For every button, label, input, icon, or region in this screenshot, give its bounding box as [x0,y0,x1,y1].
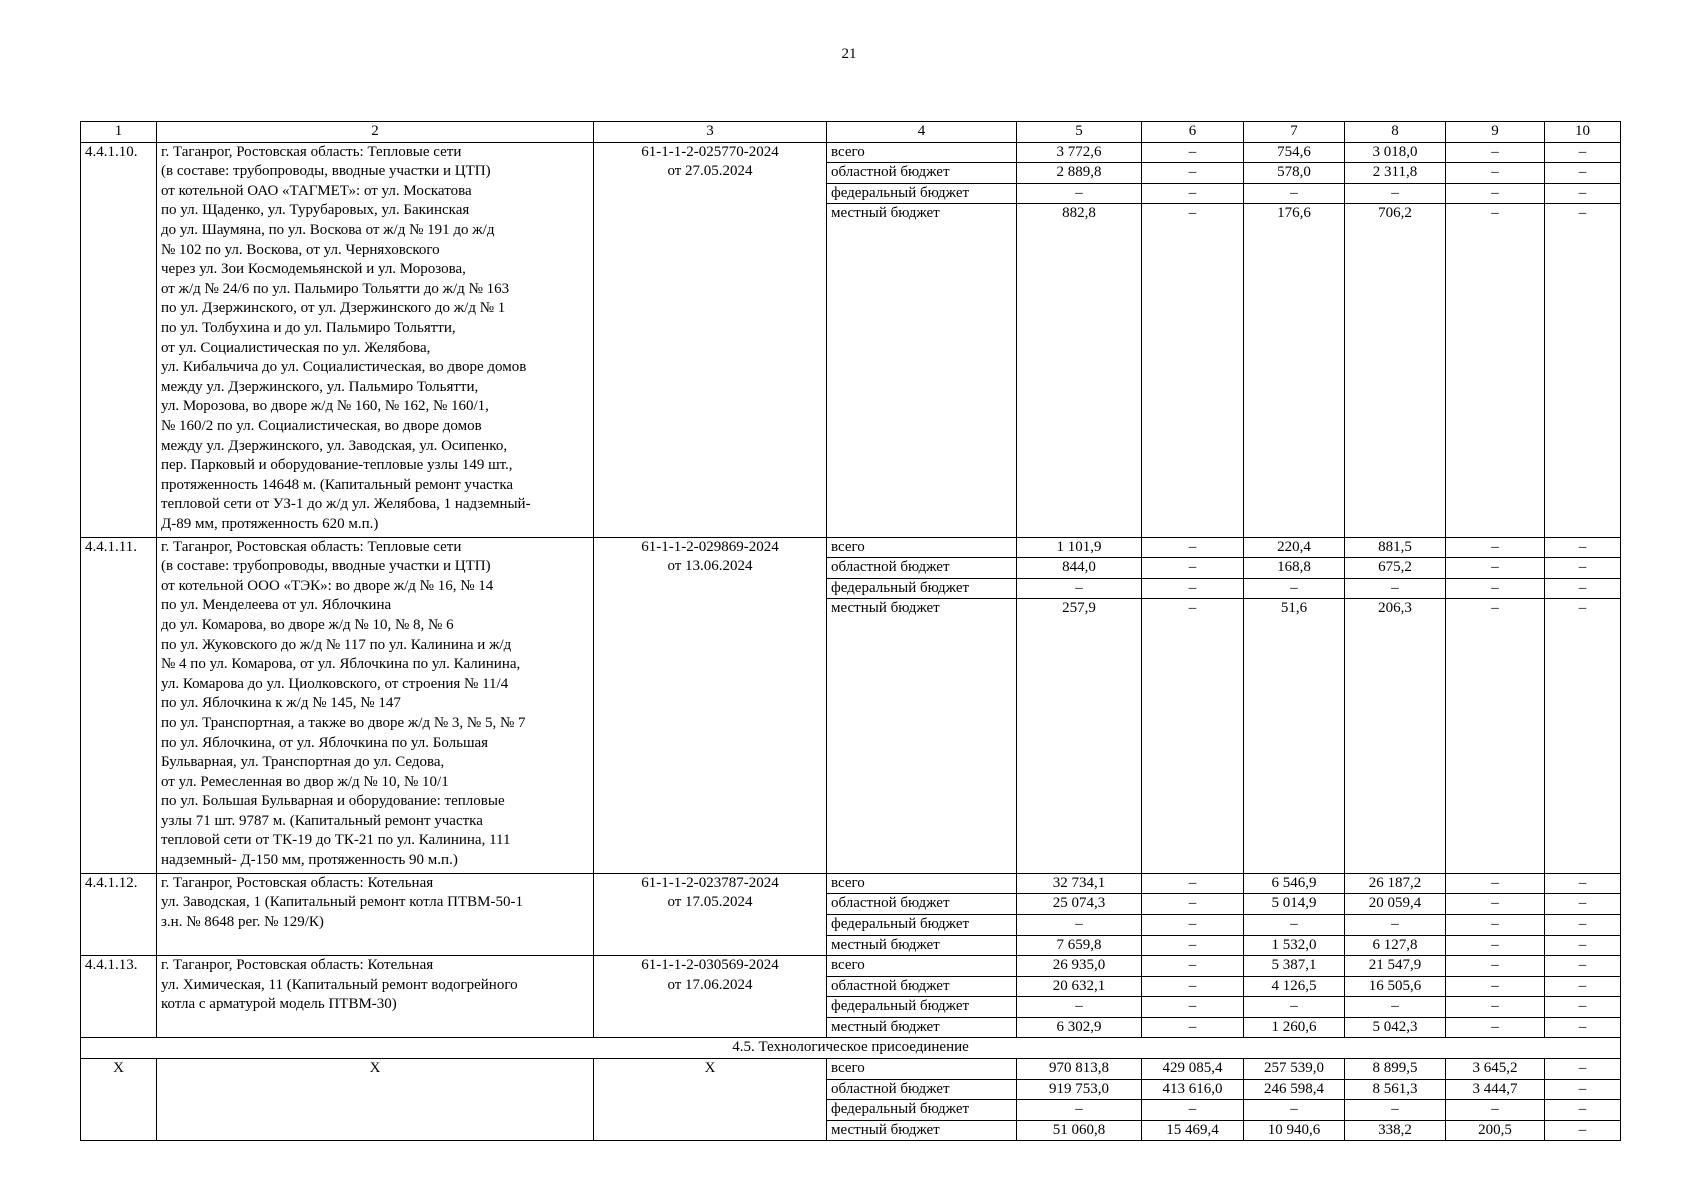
document-number: 61-1-1-2-025770-2024 [641,143,779,160]
funding-source: местный бюджет [827,204,1017,537]
value-cell: – [1017,914,1142,935]
value-cell: – [1142,914,1244,935]
entry-document [594,537,827,873]
value-cell: – [1545,204,1621,537]
description-line: г. Таганрог, Ростовская область: Котельная [161,957,434,974]
column-header: 10 [1545,122,1621,143]
description-line: г. Таганрог, Ростовская область: Тепловые сети [161,538,462,555]
funding-source: всего [827,956,1017,977]
value-cell: 51 060,8 [1017,1120,1142,1141]
value-cell: – [1142,578,1244,599]
value-cell: – [1446,1100,1545,1121]
value-cell: 882,8 [1017,204,1142,537]
value-cell: 429 085,4 [1142,1059,1244,1080]
value-cell: – [1545,956,1621,977]
value-cell: – [1345,578,1446,599]
value-cell: 754,6 [1244,142,1345,163]
funding-source: областной бюджет [827,558,1017,579]
value-cell: – [1446,935,1545,956]
value-cell: 257,9 [1017,599,1142,873]
value-cell: 10 940,6 [1244,1120,1345,1141]
funding-source: всего [827,537,1017,558]
value-cell: 578,0 [1244,163,1345,184]
value-cell: 6 546,9 [1244,873,1345,894]
description-line: до ул. Комарова, во дворе ж/д № 10, № 8, № 6 [161,616,454,633]
value-cell: – [1446,976,1545,997]
value-cell: 6 302,9 [1017,1017,1142,1038]
value-cell: 16 505,6 [1345,976,1446,997]
value-cell: – [1545,1017,1621,1038]
value-cell: – [1244,183,1345,204]
entry-description [157,873,594,955]
description-line: ул. Химическая, 11 (Капитальный ремонт водогрейного [161,976,518,993]
value-cell: 1 260,6 [1244,1017,1345,1038]
column-header: 9 [1446,122,1545,143]
description-line: пер. Парковый и оборудование-тепловые узлы 149 шт., [161,457,513,474]
description-line: от ул. Ремесленная во двор ж/д № 10, № 10/1 [161,773,449,790]
entry-description [157,142,594,537]
description-line: от ул. Социалистическая по ул. Желябова, [161,339,431,356]
value-cell: – [1446,894,1545,915]
value-cell: 3 645,2 [1446,1059,1545,1080]
value-cell: 51,6 [1244,599,1345,873]
value-cell: 338,2 [1345,1120,1446,1141]
description-line: Бульварная, ул. Транспортная до ул. Седова, [161,754,445,771]
value-cell: – [1545,558,1621,579]
value-cell: 3 018,0 [1345,142,1446,163]
value-cell: – [1142,935,1244,956]
value-cell: 20 632,1 [1017,976,1142,997]
value-cell: – [1545,997,1621,1018]
funding-source: областной бюджет [827,1079,1017,1100]
description-line: ул. Заводская, 1 (Капитальный ремонт котла ПТВМ-50-1 [161,894,523,911]
value-cell: – [1142,976,1244,997]
value-cell: 26 935,0 [1017,956,1142,977]
entry-code: 4.4.1.11. [81,537,157,873]
description-line: через ул. Зои Космодемьянской и ул. Морозова, [161,261,466,278]
value-cell: 3 772,6 [1017,142,1142,163]
description-line: Д-89 мм, протяженность 620 м.п.) [161,515,379,532]
value-cell: 257 539,0 [1244,1059,1345,1080]
value-cell: 1 101,9 [1017,537,1142,558]
description-line: ул. Морозова, во дворе ж/д № 160, № 162, № 160/1, [161,398,489,415]
description-line: между ул. Дзержинского, ул. Пальмиро Тольятти, [161,378,479,395]
document-date: от 17.06.2024 [667,976,753,993]
value-cell: 675,2 [1345,558,1446,579]
entry-description [157,537,594,873]
value-cell: 8 561,3 [1345,1079,1446,1100]
value-cell: – [1446,997,1545,1018]
column-header: 7 [1244,122,1345,143]
description-line: между ул. Дзержинского, ул. Заводская, ул. Осипенко, [161,437,508,454]
value-cell: – [1017,1100,1142,1121]
column-header: 5 [1017,122,1142,143]
value-cell: 5 387,1 [1244,956,1345,977]
budget-table [80,121,1621,1141]
description-line: № 102 по ул. Воскова, от ул. Черняховского [161,241,440,258]
value-cell: – [1244,914,1345,935]
value-cell: – [1244,1100,1345,1121]
value-cell: – [1545,914,1621,935]
value-cell: 25 074,3 [1017,894,1142,915]
description-line: по ул. Толбухина и до ул. Пальмиро Тольятти, [161,319,456,336]
description-line: от котельной ООО «ТЭК»: во дворе ж/д № 16, № 14 [161,577,494,594]
column-header: 1 [81,122,157,143]
value-cell: – [1545,1079,1621,1100]
value-cell: – [1345,1100,1446,1121]
value-cell: 168,8 [1244,558,1345,579]
value-cell: – [1545,163,1621,184]
value-cell: – [1446,578,1545,599]
column-header: 8 [1345,122,1446,143]
section-row [81,1038,1621,1059]
value-cell: – [1545,1120,1621,1141]
value-cell: 3 444,7 [1446,1079,1545,1100]
funding-source: областной бюджет [827,976,1017,997]
entry-code: 4.4.1.13. [81,956,157,1038]
entry-document [594,873,827,955]
value-cell: 706,2 [1345,204,1446,537]
description-line: ул. Комарова до ул. Циолковского, от строения № 11/4 [161,675,509,692]
value-cell: – [1545,935,1621,956]
value-cell: – [1345,997,1446,1018]
value-cell: – [1142,537,1244,558]
description-line: № 160/2 по ул. Социалистическая, во дворе домов [161,417,482,434]
value-cell: – [1446,537,1545,558]
value-cell: – [1142,956,1244,977]
value-cell: – [1545,142,1621,163]
description-line: узлы 71 шт. 9787 м. (Капитальный ремонт участка [161,812,483,829]
value-cell: – [1142,558,1244,579]
value-cell: – [1446,142,1545,163]
column-header: 6 [1142,122,1244,143]
document-number: 61-1-1-2-023787-2024 [641,874,779,891]
funding-source: местный бюджет [827,1017,1017,1038]
value-cell: – [1446,1017,1545,1038]
value-cell: – [1446,956,1545,977]
table-body [81,122,1621,1141]
value-cell: – [1142,873,1244,894]
value-cell: – [1545,873,1621,894]
value-cell: – [1446,873,1545,894]
description-line: г. Таганрог, Ростовская область: Котельная [161,874,434,891]
value-cell: – [1545,1059,1621,1080]
value-cell: – [1142,599,1244,873]
table-row [81,956,1621,977]
document-date: от 27.05.2024 [667,163,753,180]
value-cell: – [1545,976,1621,997]
section-code: X [81,1059,157,1141]
table-row [81,1059,1621,1080]
value-cell: 32 734,1 [1017,873,1142,894]
value-cell: – [1446,183,1545,204]
funding-source: всего [827,1059,1017,1080]
table-row [81,537,1621,558]
description-line: по ул. Дзержинского, от ул. Дзержинского до ж/д № 1 [161,300,506,317]
description-line: № 4 по ул. Комарова, от ул. Яблочкина по ул. Калинина, [161,656,521,673]
entry-code: 4.4.1.10. [81,142,157,537]
value-cell: 200,5 [1446,1120,1545,1141]
document-number: 61-1-1-2-030569-2024 [641,957,779,974]
description-line: по ул. Менделеева от ул. Яблочкина [161,597,392,614]
description-line: от ж/д № 24/6 по ул. Пальмиро Тольятти до ж/д № 163 [161,280,510,297]
column-header: 2 [157,122,594,143]
entry-description [157,956,594,1038]
description-line: протяженность 14648 м. (Капитальный ремонт участка [161,476,514,493]
value-cell: – [1545,183,1621,204]
description-line: тепловой сети от ТК-19 до ТК-21 по ул. Калинина, 111 [161,832,511,849]
description-line: по ул. Яблочкина к ж/д № 145, № 147 [161,695,401,712]
page-number: 21 [841,46,857,62]
value-cell: – [1446,914,1545,935]
value-cell: 26 187,2 [1345,873,1446,894]
description-line: ул. Кибальчича до ул. Социалистическая, во дворе домов [161,359,527,376]
entry-code: 4.4.1.12. [81,873,157,955]
value-cell: 246 598,4 [1244,1079,1345,1100]
value-cell: – [1545,537,1621,558]
value-cell: – [1142,1017,1244,1038]
description-line: от котельной ОАО «ТАГМЕТ»: от ул. Москатова [161,182,472,199]
funding-source: местный бюджет [827,935,1017,956]
funding-source: федеральный бюджет [827,997,1017,1018]
value-cell: 21 547,9 [1345,956,1446,977]
description-line: (в составе: трубопроводы, вводные участки и ЦТП) [161,163,491,180]
value-cell: 7 659,8 [1017,935,1142,956]
value-cell: 5 014,9 [1244,894,1345,915]
value-cell: – [1446,163,1545,184]
value-cell: – [1545,599,1621,873]
value-cell: – [1244,997,1345,1018]
value-cell: 15 469,4 [1142,1120,1244,1141]
section-title: 4.5. Технологическое присоединение [81,1038,1621,1059]
entry-document [594,142,827,537]
value-cell: – [1017,997,1142,1018]
funding-source: всего [827,873,1017,894]
description-line: надземный- Д-150 мм, протяженность 90 м.п.) [161,852,458,869]
value-cell: – [1545,894,1621,915]
value-cell: 413 616,0 [1142,1079,1244,1100]
value-cell: 2 889,8 [1017,163,1142,184]
funding-source: федеральный бюджет [827,578,1017,599]
header-row [81,122,1621,143]
description-line: по ул. Щаденко, ул. Турубаровых, ул. Бакинская [161,202,470,219]
value-cell: 176,6 [1244,204,1345,537]
value-cell: – [1345,914,1446,935]
value-cell: – [1545,578,1621,599]
description-line: по ул. Жуковского до ж/д № 117 по ул. Калинина и ж/д [161,636,512,653]
funding-source: местный бюджет [827,1120,1017,1141]
description-line: (в составе: трубопроводы, вводные участки и ЦТП) [161,558,491,575]
value-cell: – [1142,163,1244,184]
value-cell: – [1142,204,1244,537]
value-cell: 8 899,5 [1345,1059,1446,1080]
value-cell: 5 042,3 [1345,1017,1446,1038]
document-date: от 13.06.2024 [667,558,753,575]
description-line: з.н. № 8648 рег. № 129/К) [161,913,324,930]
document-date: от 17.05.2024 [667,894,753,911]
value-cell: 2 311,8 [1345,163,1446,184]
description-line: по ул. Яблочкина, от ул. Яблочкина по ул. Большая [161,734,489,751]
value-cell: 881,5 [1345,537,1446,558]
funding-source: областной бюджет [827,894,1017,915]
value-cell: – [1446,204,1545,537]
value-cell: 220,4 [1244,537,1345,558]
funding-source: всего [827,142,1017,163]
funding-source: федеральный бюджет [827,1100,1017,1121]
value-cell: – [1142,142,1244,163]
funding-source: местный бюджет [827,599,1017,873]
description-line: тепловой сети от УЗ-1 до ж/д ул. Желябова, 1 надземный- [161,496,531,513]
description-line: до ул. Шаумяна, по ул. Воскова от ж/д № 191 до ж/д [161,221,495,238]
section-description: X [157,1059,594,1141]
value-cell: 970 813,8 [1017,1059,1142,1080]
value-cell: – [1446,599,1545,873]
value-cell: – [1142,894,1244,915]
funding-source: областной бюджет [827,163,1017,184]
value-cell: – [1244,578,1345,599]
description-line: по ул. Большая Бульварная и оборудование: тепловые [161,793,505,810]
funding-source: федеральный бюджет [827,914,1017,935]
value-cell: 844,0 [1017,558,1142,579]
value-cell: – [1142,1100,1244,1121]
value-cell: – [1345,183,1446,204]
section-document: X [594,1059,827,1141]
entry-document [594,956,827,1038]
value-cell: – [1142,183,1244,204]
value-cell: – [1017,183,1142,204]
value-cell: 4 126,5 [1244,976,1345,997]
value-cell: 1 532,0 [1244,935,1345,956]
document-number: 61-1-1-2-029869-2024 [641,538,779,555]
column-header: 3 [594,122,827,143]
description-line: г. Таганрог, Ростовская область: Тепловые сети [161,143,462,160]
table-row [81,873,1621,894]
value-cell: 206,3 [1345,599,1446,873]
value-cell: 20 059,4 [1345,894,1446,915]
value-cell: 6 127,8 [1345,935,1446,956]
value-cell: 919 753,0 [1017,1079,1142,1100]
description-line: по ул. Транспортная, а также во дворе ж/д № 3, № 5, № 7 [161,714,526,731]
funding-source: федеральный бюджет [827,183,1017,204]
description-line: котла с арматурой модель ПТВМ-30) [161,996,397,1013]
value-cell: – [1446,558,1545,579]
table-row [81,142,1621,163]
column-header: 4 [827,122,1017,143]
value-cell: – [1545,1100,1621,1121]
value-cell: – [1017,578,1142,599]
value-cell: – [1142,997,1244,1018]
